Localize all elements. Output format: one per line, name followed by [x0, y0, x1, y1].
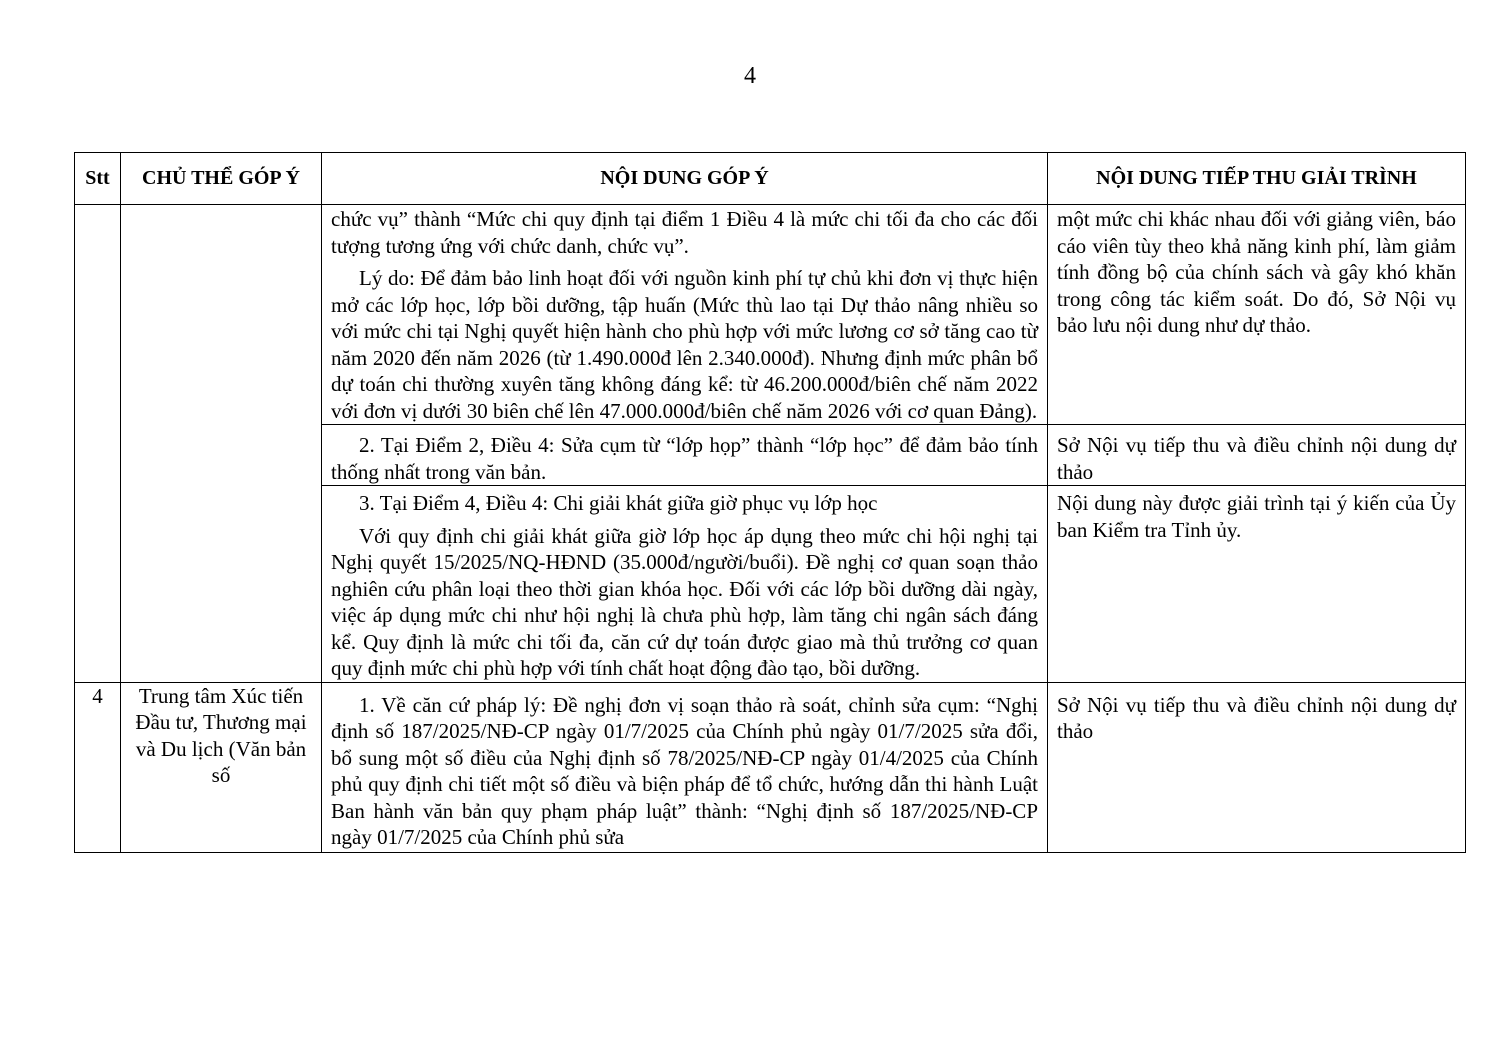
stt-cell — [75, 205, 121, 683]
response-cell — [1048, 205, 1466, 425]
content-paragraph: Lý do: Để đảm bảo linh hoạt đối với nguồn kinh phí tự chủ khi đơn vị thực hiện mở các lớp học, lớp bồi dưỡng, tập huấn (Mức thù lao tại Dự thảo nâng nhiều so với mức chi tại Nghị quyết hiện hành cho phù hợp với mức lương cơ sở tăng cao từ năm 2020 đến năm 2026 (từ 1.490.000đ lên 2.340.000đ). Nhưng định mức phân bổ dự toán chi thường xuyên tăng không đáng kể: từ 46.200.000đ/biên chế năm 2022 với đơn vị dưới 30 biên chế lên 47.000.000đ/biên chế năm 2026 với cơ quan Đảng). — [331, 266, 1038, 423]
content-cell — [322, 425, 1048, 486]
content-paragraph: 1. Về căn cứ pháp lý: Đề nghị đơn vị soạn thảo rà soát, chỉnh sửa cụm: “Nghị định số 187/2025/NĐ-CP ngày 01/7/2025 của Chính phủ ngày 01/7/2025 sửa đổi, bổ sung một số điều của Nghị định số 78/2025/NĐ-CP ngày 01/4/2025 của Chính phủ quy định chi tiết một số điều và biện pháp để tổ chức, hướng dẫn thi hành Luật Ban hành văn bản quy phạm pháp luật” thành: “Nghị định số 187/2025/NĐ-CP ngày 01/7/2025 của Chính phủ sửa — [331, 692, 1038, 849]
header-response: NỘI DUNG TIẾP THU GIẢI TRÌNH — [1048, 153, 1466, 205]
response-paragraph: Sở Nội vụ tiếp thu và điều chỉnh nội dung dự thảo — [1057, 433, 1456, 484]
header-stt: Stt — [75, 153, 121, 205]
subject-cell: Trung tâm Xúc tiến Đầu tư, Thương mại và Du lịch (Văn bản số — [121, 682, 322, 852]
response-paragraph: Nội dung này được giải trình tại ý kiến của Ủy ban Kiểm tra Tỉnh ủy. — [1057, 491, 1456, 542]
content-paragraph: 3. Tại Điểm 4, Điều 4: Chi giải khát giữa giờ phục vụ lớp học — [359, 491, 878, 515]
response-cell — [1048, 682, 1466, 852]
table-row — [75, 682, 1466, 852]
content-cell — [322, 486, 1048, 683]
response-cell — [1048, 486, 1466, 683]
header-subject: CHỦ THỂ GÓP Ý — [121, 153, 322, 205]
header-content: NỘI DUNG GÓP Ý — [322, 153, 1048, 205]
table-header-row — [75, 153, 1466, 205]
response-paragraph: Sở Nội vụ tiếp thu và điều chỉnh nội dung dự thảo — [1057, 692, 1456, 743]
subject-cell — [121, 205, 322, 683]
content-paragraph: 2. Tại Điểm 2, Điều 4: Sửa cụm từ “lớp họp” thành “lớp học” để đảm bảo tính thống nhất trong văn bản. — [331, 433, 1038, 484]
stt-cell: 4 — [75, 682, 121, 852]
response-paragraph: một mức chi khác nhau đối với giảng viên, báo cáo viên tùy theo khả năng kinh phí, làm giảm tính đồng bộ của chính sách và gây khó khăn trong công tác kiểm soát. Do đó, Sở Nội vụ bảo lưu nội dung như dự thảo. — [1057, 207, 1456, 337]
feedback-table — [74, 152, 1466, 853]
content-paragraph: chức vụ” thành “Mức chi quy định tại điểm 1 Điều 4 là mức chi tối đa cho các đối tượng tương ứng với chức danh, chức vụ”. — [331, 207, 1038, 258]
content-cell — [322, 205, 1048, 425]
response-cell — [1048, 425, 1466, 486]
table-row — [75, 205, 1466, 425]
content-cell — [322, 682, 1048, 852]
page-number: 4 — [744, 63, 756, 89]
content-paragraph: Với quy định chi giải khát giữa giờ lớp học áp dụng theo mức chi hội nghị tại Nghị quyết 15/2025/NQ-HĐND (35.000đ/người/buổi). Đề nghị cơ quan soạn thảo nghiên cứu phân loại theo thời gian khóa học. Đối với các lớp bồi dưỡng dài ngày, việc áp dụng mức chi như hội nghị là chưa phù hợp, làm tăng chi ngân sách đáng kể. Quy định là mức chi tối đa, căn cứ dự toán được giao mà thủ trưởng cơ quan quy định mức chi phù hợp với tính chất hoạt động đào tạo, bồi dưỡng. — [331, 523, 1038, 680]
